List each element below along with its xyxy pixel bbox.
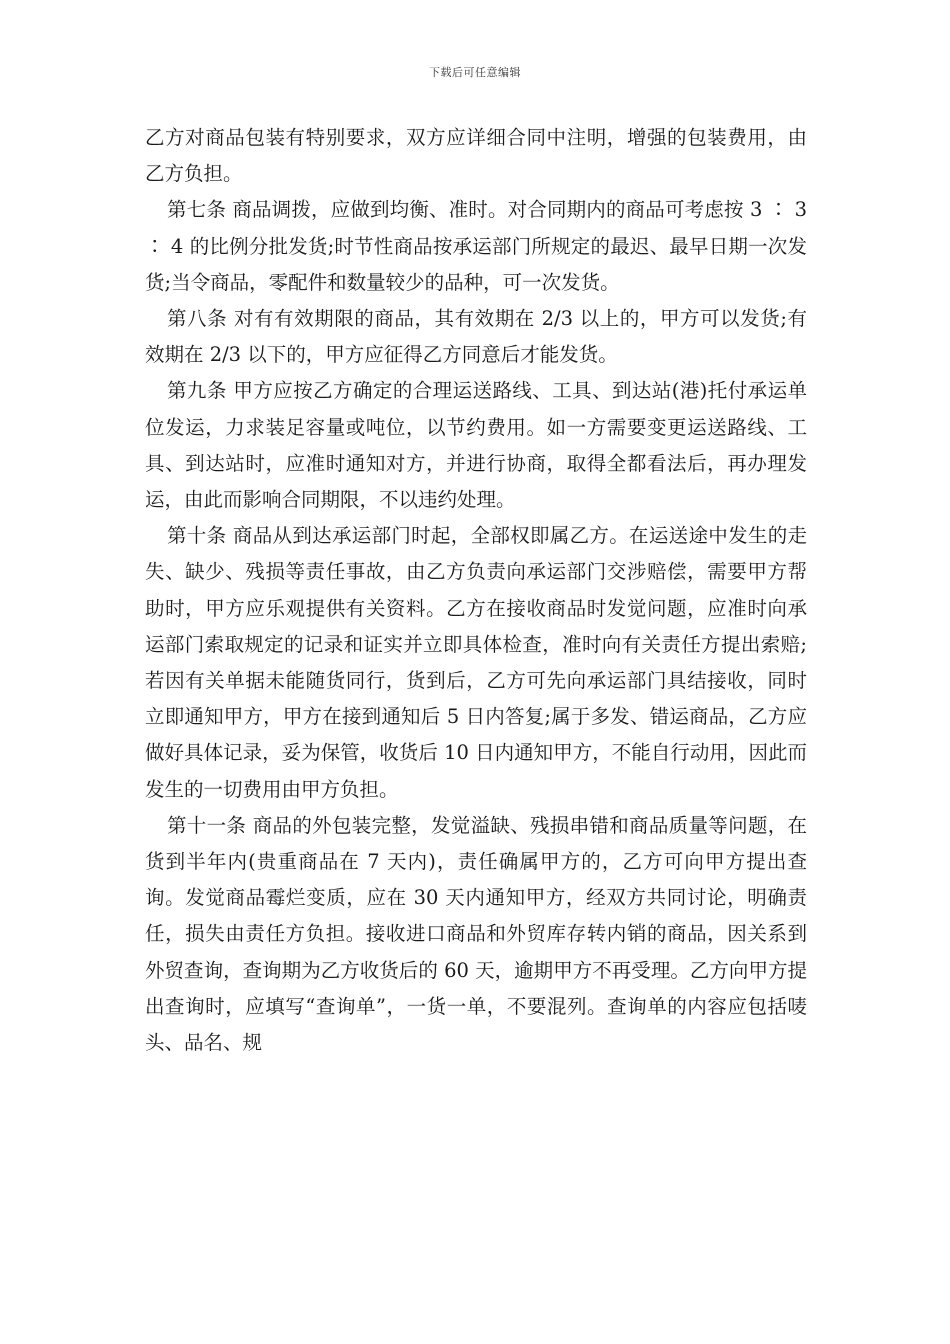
paragraph-packaging: 乙方对商品包装有特别要求，双方应详细合同中注明，增强的包装费用，由乙方负担。	[145, 126, 807, 186]
paragraph-article-7: 第七条 商品调拨，应做到均衡、准时。对合同期内的商品可考虑按 3 ∶ 3 ∶ 4 的比例分批发货;时节性商品按承运部门所规定的最迟、最早日期一次发货;当令商品，零配件和数量较少的品种，可一次发货。	[145, 198, 807, 294]
paragraph-article-11: 第十一条 商品的外包装完整，发觉溢缺、残损串错和商品质量等问题，在货到半年内(贵重商品在 7 天内)，责任确属甲方的，乙方可向甲方提出查询。发觉商品霉烂变质，应在 30 天内通知甲方，经双方共同讨论，明确责任，损失由责任方负担。接收进口商品和外贸库存转内销的商品，因关系到外贸查询，查询期为乙方收货后的 60 天，逾期甲方不再受理。乙方向甲方提出查询时，应填写“查询单”，一货一单，不要混列。查询单的内容应包括唛头、品名、规	[145, 813, 807, 1055]
paragraph-article-8: 第八条 对有有效期限的商品，其有效期在 2/3 以上的，甲方可以发货;有效期在 2/3 以下的，甲方应征得乙方同意后才能发货。	[145, 307, 807, 367]
document-body	[145, 120, 807, 1061]
paragraph-article-9: 第九条 甲方应按乙方确定的合理运送路线、工具、到达站(港)托付承运单位发运，力求装足容量或吨位，以节约费用。如一方需要变更运送路线、工具、到达站时，应准时通知对方，并进行协商，取得全都看法后，再办理发运，由此而影响合同期限，不以违约处理。	[145, 379, 807, 512]
paragraph-article-10: 第十条 商品从到达承运部门时起，全部权即属乙方。在运送途中发生的走失、缺少、残损等责任事故，由乙方负责向承运部门交涉赔偿，需要甲方帮助时，甲方应乐观提供有关资料。乙方在接收商品时发觉问题，应准时向承运部门索取规定的记录和证实并立即具体检查，准时向有关责任方提出索赔;若因有关单据未能随货同行，货到后，乙方可先向承运部门具结接收，同时立即通知甲方，甲方在接到通知后 5 日内答复;属于多发、错运商品，乙方应做好具体记录，妥为保管，收货后 10 日内通知甲方，不能自行动用，因此而发生的一切费用由甲方负担。	[145, 524, 807, 801]
page-header: 下载后可任意编辑	[429, 66, 521, 79]
